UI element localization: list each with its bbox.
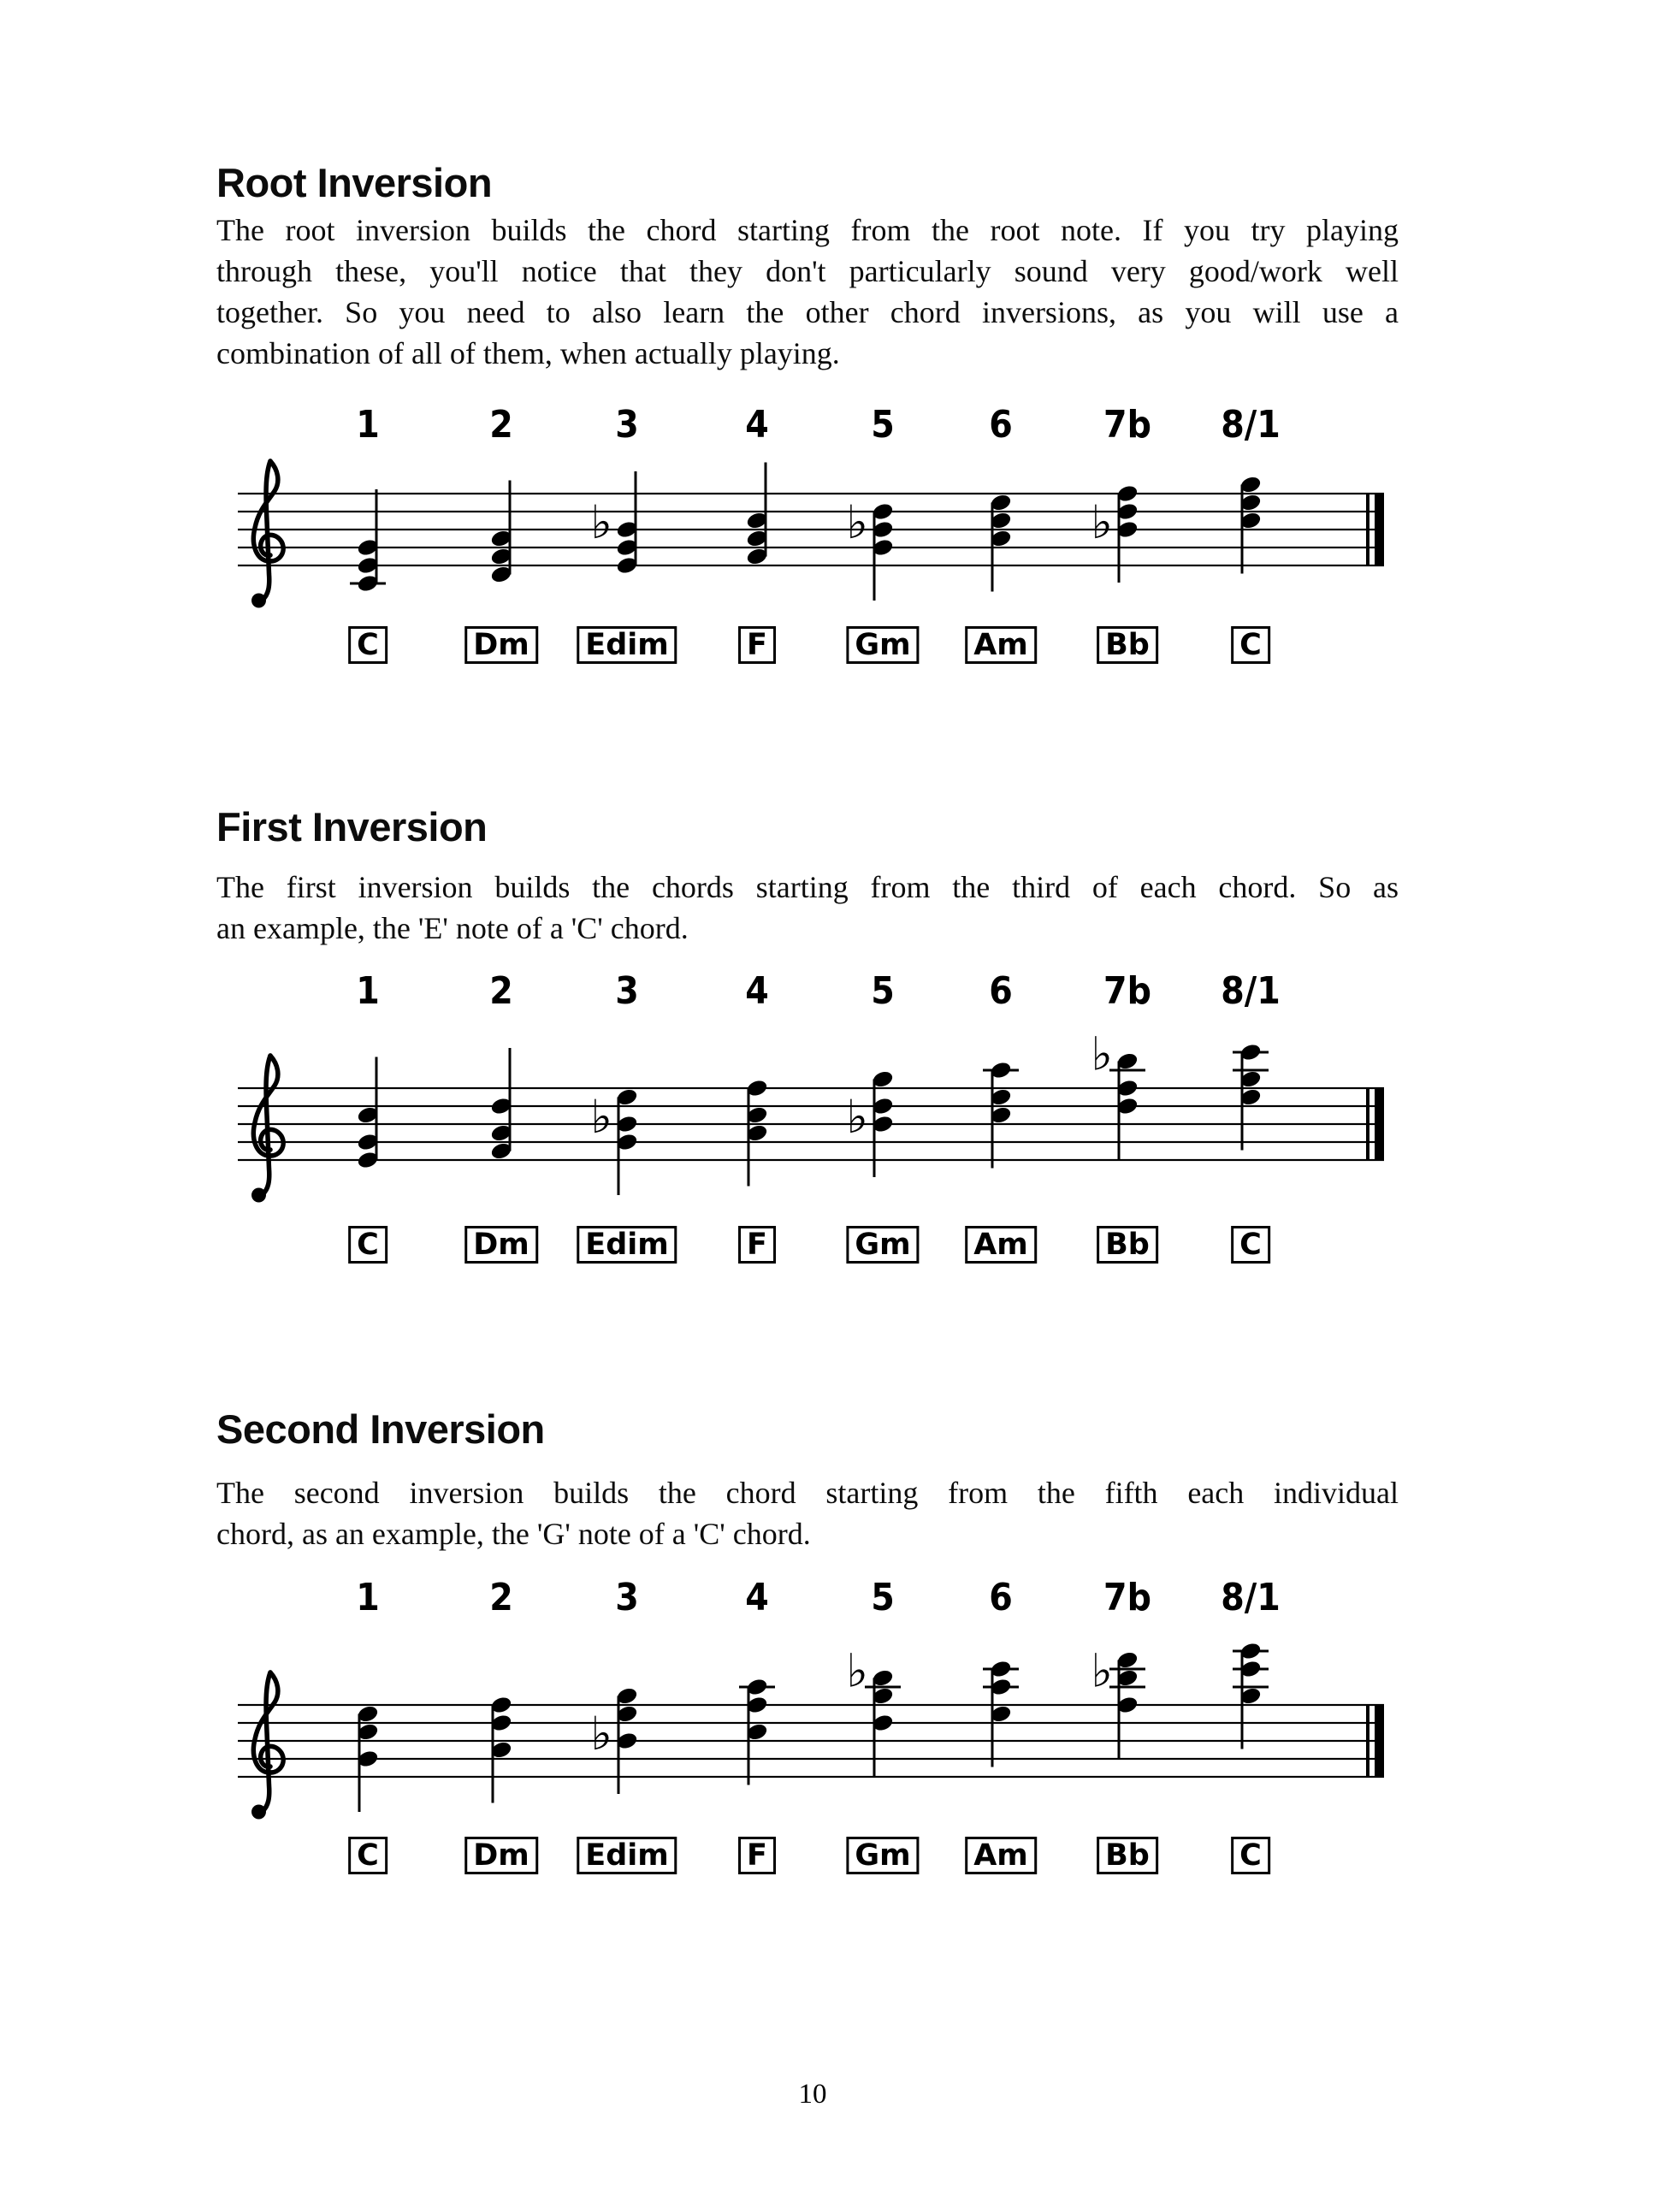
beat-number-6: 6 bbox=[989, 1576, 1013, 1619]
staff-line bbox=[238, 547, 1384, 548]
beat-number-8/1: 8/1 bbox=[1221, 1576, 1281, 1619]
ledger-line bbox=[1109, 1686, 1145, 1689]
chord-label-box-Gm-3: Gm bbox=[846, 1837, 919, 1874]
chord-Bb-7 bbox=[1091, 483, 1139, 583]
chord-C-8 bbox=[1233, 1042, 1269, 1150]
note-stem bbox=[873, 512, 876, 601]
paragraph-line: The root inversion builds the chord starting from the root note. If you try playing bbox=[216, 213, 1399, 247]
chord-Gm-5 bbox=[847, 1644, 901, 1777]
chord-label-box-Gm-2: Gm bbox=[846, 1226, 919, 1264]
beat-number-1: 1 bbox=[356, 969, 380, 1013]
beat-number-2: 2 bbox=[489, 1576, 513, 1619]
staff-1 bbox=[0, 323, 1680, 682]
chord-label-box-Bb-1: Bb bbox=[1097, 626, 1158, 664]
heading-second-inversion: Second Inversion bbox=[216, 1406, 545, 1452]
chord-label-box-Gm-1: Gm bbox=[846, 626, 919, 664]
final-barline-thick bbox=[1375, 1087, 1384, 1161]
heading-first-inversion: First Inversion bbox=[216, 804, 488, 849]
beat-number-1: 1 bbox=[356, 1576, 380, 1619]
flat-icon: ♭ bbox=[590, 1090, 612, 1144]
ledger-line bbox=[1109, 1668, 1145, 1671]
chord-label-box-Bb-3: Bb bbox=[1097, 1837, 1158, 1874]
chord-label-box-Dm-2: Dm bbox=[464, 1226, 538, 1264]
beat-number-3: 3 bbox=[615, 1576, 639, 1619]
ledger-line bbox=[1233, 1069, 1269, 1072]
flat-icon: ♭ bbox=[590, 495, 612, 549]
chord-C-8 bbox=[1233, 1641, 1269, 1749]
beat-number-8/1: 8/1 bbox=[1221, 969, 1281, 1013]
beat-number-3: 3 bbox=[615, 969, 639, 1013]
chord-Dm-2 bbox=[489, 481, 512, 585]
staff-line bbox=[238, 1087, 1384, 1089]
beat-number-8/1: 8/1 bbox=[1221, 403, 1281, 447]
chord-label-box-C-2: C bbox=[348, 1226, 387, 1264]
chord-label-box-Am-1: Am bbox=[965, 626, 1037, 664]
beat-number-7b: 7b bbox=[1103, 969, 1151, 1013]
beat-number-5: 5 bbox=[871, 1576, 895, 1619]
chord-label-box-C-1: C bbox=[348, 626, 387, 664]
chord-F-4 bbox=[739, 1677, 775, 1785]
beat-number-7b: 7b bbox=[1103, 403, 1151, 447]
beat-number-1: 1 bbox=[356, 403, 380, 447]
chord-C-8 bbox=[1239, 475, 1262, 574]
staff-line bbox=[238, 1704, 1384, 1706]
beat-number-2: 2 bbox=[489, 403, 513, 447]
staff-line bbox=[238, 1141, 1384, 1143]
beat-number-3: 3 bbox=[615, 403, 639, 447]
note-stem bbox=[509, 481, 512, 575]
chord-C-1 bbox=[356, 1057, 379, 1170]
chord-Am-6 bbox=[983, 1659, 1019, 1767]
paragraph-line: combination of all of them, when actually playing. bbox=[216, 336, 840, 370]
chord-label-box-Bb-2: Bb bbox=[1097, 1226, 1158, 1264]
beat-number-6: 6 bbox=[989, 969, 1013, 1013]
treble-clef-icon bbox=[251, 1056, 283, 1203]
flat-icon: ♭ bbox=[846, 1090, 868, 1144]
beat-number-4: 4 bbox=[745, 403, 769, 447]
flat-icon: ♭ bbox=[846, 495, 868, 549]
note-stem bbox=[376, 489, 378, 583]
beat-number-6: 6 bbox=[989, 403, 1013, 447]
chord-label-box-C-1: C bbox=[1231, 626, 1270, 664]
ledger-line bbox=[1109, 1069, 1145, 1072]
staff-line bbox=[238, 1123, 1384, 1125]
chord-label-box-Edim-3: Edim bbox=[577, 1837, 677, 1874]
staff-line bbox=[238, 1740, 1384, 1742]
chord-Am-6 bbox=[989, 493, 1012, 592]
final-barline-thick bbox=[1375, 493, 1384, 566]
staff-line bbox=[238, 565, 1384, 566]
chord-label-box-Am-2: Am bbox=[965, 1226, 1037, 1264]
paragraph-line: chord, as an example, the 'G' note of a 'C' chord. bbox=[216, 1517, 811, 1551]
final-barline-thin bbox=[1366, 493, 1369, 566]
page-number: 10 bbox=[798, 2079, 827, 2110]
beat-number-5: 5 bbox=[871, 403, 895, 447]
chord-Dm-2 bbox=[489, 1048, 512, 1161]
note-stem bbox=[765, 463, 767, 557]
flat-icon: ♭ bbox=[1091, 1643, 1113, 1698]
staff-3 bbox=[0, 1534, 1680, 1893]
staff-line bbox=[238, 493, 1384, 494]
flat-icon: ♭ bbox=[590, 1707, 612, 1761]
chord-label-box-Am-3: Am bbox=[965, 1837, 1037, 1874]
chord-F-4 bbox=[745, 463, 768, 567]
chord-label-box-C-3: C bbox=[348, 1837, 387, 1874]
chord-Am-6 bbox=[983, 1060, 1019, 1168]
paragraph-line: The first inversion builds the chords starting from the third of each chord. So as bbox=[216, 870, 1399, 904]
staff-line bbox=[238, 1105, 1384, 1107]
flat-icon: ♭ bbox=[1091, 1027, 1113, 1081]
note-stem bbox=[635, 471, 637, 565]
staff-line bbox=[238, 1776, 1384, 1778]
beat-number-7b: 7b bbox=[1103, 1576, 1151, 1619]
treble-clef-icon bbox=[251, 461, 283, 608]
beat-number-5: 5 bbox=[871, 969, 895, 1013]
staff-2 bbox=[0, 917, 1680, 1276]
chord-C-1 bbox=[350, 489, 386, 594]
treble-clef-icon bbox=[251, 1672, 283, 1820]
flat-icon: ♭ bbox=[1091, 495, 1113, 549]
note-stem bbox=[991, 503, 994, 592]
note-stem bbox=[1241, 485, 1244, 574]
final-barline-thin bbox=[1366, 1087, 1369, 1161]
chord-label-box-F-3: F bbox=[738, 1837, 776, 1874]
chord-label-box-Dm-1: Dm bbox=[464, 626, 538, 664]
note-stem bbox=[1118, 494, 1121, 583]
paragraph-line: The second inversion builds the chord starting from the fifth each individual bbox=[216, 1476, 1399, 1510]
chord-F-4 bbox=[745, 1078, 768, 1186]
final-barline-thick bbox=[1375, 1704, 1384, 1778]
flat-icon: ♭ bbox=[846, 1643, 868, 1698]
chord-label-box-Dm-3: Dm bbox=[464, 1837, 538, 1874]
chord-label-box-Edim-1: Edim bbox=[577, 626, 677, 664]
chord-label-box-F-1: F bbox=[738, 626, 776, 664]
chord-Edim-3 bbox=[591, 471, 639, 576]
beat-number-4: 4 bbox=[745, 1576, 769, 1619]
staff-line bbox=[238, 529, 1384, 530]
beat-number-2: 2 bbox=[489, 969, 513, 1013]
staff-line bbox=[238, 511, 1384, 512]
chord-label-box-C-3: C bbox=[1231, 1837, 1270, 1874]
chord-label-box-F-2: F bbox=[738, 1226, 776, 1264]
chord-C-1 bbox=[356, 1704, 379, 1812]
ledger-line bbox=[865, 1686, 901, 1689]
staff-line bbox=[238, 1722, 1384, 1724]
paragraph-line: an example, the 'E' note of a 'C' chord. bbox=[216, 911, 689, 945]
staff-line bbox=[238, 1758, 1384, 1760]
ledger-line bbox=[1233, 1686, 1269, 1689]
beat-number-4: 4 bbox=[745, 969, 769, 1013]
paragraph-line: through these, you'll notice that they don't particularly sound very good/work well bbox=[216, 254, 1399, 288]
paragraph-line: together. So you need to also learn the other chord inversions, as you will use a bbox=[216, 295, 1399, 329]
heading-root-inversion: Root Inversion bbox=[216, 160, 493, 205]
chord-label-box-Edim-2: Edim bbox=[577, 1226, 677, 1264]
chord-label-box-C-2: C bbox=[1231, 1226, 1270, 1264]
chord-Dm-2 bbox=[489, 1695, 512, 1802]
chord-Bb-7 bbox=[1091, 1027, 1145, 1160]
final-barline-thin bbox=[1366, 1704, 1369, 1778]
staff-line bbox=[238, 1159, 1384, 1161]
